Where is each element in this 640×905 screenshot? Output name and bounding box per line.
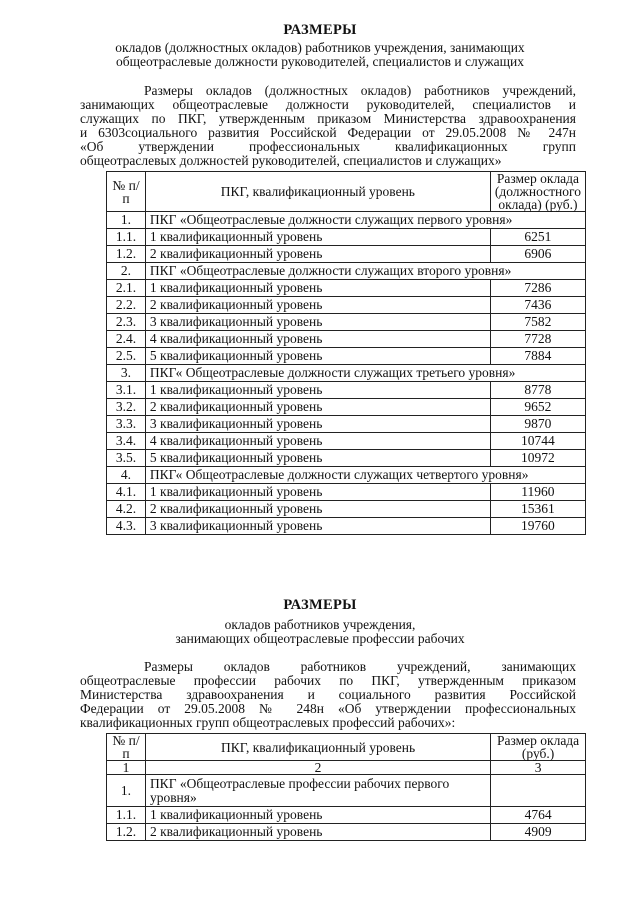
row-number: 2.4. [107, 331, 146, 348]
section1-intro-line: занимающих общеотраслевые должности руководителей, специалистов и [80, 97, 576, 112]
salary-table-2 [106, 733, 586, 841]
header-salary: Размер оклада (руб.) [491, 734, 586, 761]
row-number: 3.1. [107, 382, 146, 399]
row-number: 3. [107, 365, 146, 382]
row-number: 4. [107, 467, 146, 484]
section2-intro-line: Министерства здравоохранения и социального развития Российской [80, 687, 576, 702]
row-number: 4.3. [107, 518, 146, 535]
section1-intro-line: служащих по ПКГ, утвержденным приказом Министерства здравоохранения [80, 111, 576, 126]
group-name: ПКГ« Общеотраслевые должности служащих четвертого уровня» [145, 467, 585, 484]
section1-intro-line: общеотраслевых должностей руководителей, специалистов и служащих» [80, 153, 502, 168]
salary-value: 10744 [490, 433, 585, 450]
header-salary: Размер оклада (должностного оклада) (руб.) [490, 172, 585, 212]
level-name: 4 квалификационный уровень [145, 433, 490, 450]
table-row [107, 314, 586, 331]
header-num: № п/п [107, 172, 146, 212]
section2-intro-line: Размеры окладов работников учреждений, занимающих [144, 659, 576, 674]
row-number: 1.2. [107, 824, 146, 841]
level-name: 3 квалификационный уровень [145, 416, 490, 433]
section1-subtitle-line: окладов (должностных окладов) работников учреждения, занимающих [115, 40, 525, 55]
salary-value: 10972 [490, 450, 585, 467]
level-name: 1 квалификационный уровень [145, 280, 490, 297]
salary-value: 4909 [491, 824, 586, 841]
salary-value: 9652 [490, 399, 585, 416]
table-group-row [107, 212, 586, 229]
group-name: ПКГ« Общеотраслевые должности служащих третьего уровня» [145, 365, 585, 382]
header-pkg: ПКГ, квалификационный уровень [145, 172, 490, 212]
section2-intro-line: Федерации от 29.05.2008 № 248н «Об утверждении профессиональных [80, 701, 576, 716]
salary-value [491, 775, 586, 807]
table-group-row [107, 467, 586, 484]
section1-subtitle [90, 41, 550, 69]
row-number: 4.2. [107, 501, 146, 518]
group-name: ПКГ «Общеотраслевые профессии рабочих первого уровня» [145, 775, 490, 807]
table-row [107, 824, 586, 841]
level-name: 2 квалификационный уровень [145, 246, 490, 263]
section2-intro-line: квалификационных групп общеотраслевых профессий рабочих»: [80, 715, 456, 730]
table-row [107, 382, 586, 399]
table-row [107, 331, 586, 348]
section1-intro-line: и 6303социального развития Российской Федерации от 29.05.2008 № 247н [80, 125, 576, 140]
level-name: 2 квалификационный уровень [145, 297, 490, 314]
row-number: 3.5. [107, 450, 146, 467]
level-name: 2 квалификационный уровень [145, 824, 490, 841]
level-name: 5 квалификационный уровень [145, 450, 490, 467]
salary-value: 7286 [490, 280, 585, 297]
section1-intro [80, 84, 576, 168]
section1-title: РАЗМЕРЫ [283, 22, 357, 38]
table-row [107, 433, 586, 450]
salary-value: 7582 [490, 314, 585, 331]
table-row [107, 399, 586, 416]
table-row [107, 416, 586, 433]
salary-value: 7436 [490, 297, 585, 314]
level-name: 2 квалификационный уровень [145, 399, 490, 416]
row-number: 1. [107, 212, 146, 229]
row-number: 3.3. [107, 416, 146, 433]
column-number: 2 [145, 761, 490, 775]
table-row [107, 280, 586, 297]
salary-value: 9870 [490, 416, 585, 433]
level-name: 1 квалификационный уровень [145, 807, 490, 824]
table-row [107, 450, 586, 467]
section1-subtitle-line: общеотраслевые должности руководителей, специалистов и служащих [115, 54, 525, 69]
group-name: ПКГ «Общеотраслевые должности служащих первого уровня» [145, 212, 585, 229]
table-header-row [107, 172, 586, 212]
group-name: ПКГ «Общеотраслевые должности служащих второго уровня» [145, 263, 585, 280]
table-row [107, 246, 586, 263]
table-row [107, 484, 586, 501]
table-group-row [107, 263, 586, 280]
row-number: 1.1. [107, 229, 146, 246]
table-group-row [107, 775, 586, 807]
header-pkg: ПКГ, квалификационный уровень [145, 734, 490, 761]
column-number: 1 [107, 761, 146, 775]
table-row [107, 501, 586, 518]
section1-intro-line: «Об утверждении профессиональных квалификационных групп [80, 139, 576, 154]
salary-value: 11960 [490, 484, 585, 501]
section2-title: РАЗМЕРЫ [283, 597, 357, 613]
section2-subtitle [90, 618, 550, 646]
section2-subtitle-line: окладов работников учреждения, [224, 617, 416, 632]
section1-intro-line: Размеры окладов (должностных окладов) работников учреждений, [144, 83, 576, 98]
column-number-row [107, 761, 586, 775]
level-name: 1 квалификационный уровень [145, 229, 490, 246]
column-number: 3 [491, 761, 586, 775]
row-number: 4.1. [107, 484, 146, 501]
salary-value: 6906 [490, 246, 585, 263]
table-row [107, 807, 586, 824]
row-number: 2.1. [107, 280, 146, 297]
section2-intro-line: общеотраслевые профессии рабочих по ПКГ, утвержденным приказом [80, 673, 576, 688]
level-name: 1 квалификационный уровень [145, 484, 490, 501]
header-num: № п/п [107, 734, 146, 761]
table-row [107, 348, 586, 365]
salary-table-1 [106, 171, 586, 535]
row-number: 2.2. [107, 297, 146, 314]
table-row [107, 297, 586, 314]
level-name: 3 квалификационный уровень [145, 518, 490, 535]
salary-value: 7728 [490, 331, 585, 348]
row-number: 1.2. [107, 246, 146, 263]
salary-value: 4764 [491, 807, 586, 824]
row-number: 1.1. [107, 807, 146, 824]
table-row [107, 518, 586, 535]
table-header-row [107, 734, 586, 761]
salary-value: 6251 [490, 229, 585, 246]
row-number: 3.2. [107, 399, 146, 416]
row-number: 2. [107, 263, 146, 280]
level-name: 1 квалификационный уровень [145, 382, 490, 399]
level-name: 5 квалификационный уровень [145, 348, 490, 365]
table-row [107, 229, 586, 246]
salary-value: 15361 [490, 501, 585, 518]
level-name: 4 квалификационный уровень [145, 331, 490, 348]
row-number: 2.3. [107, 314, 146, 331]
row-number: 1. [107, 775, 146, 807]
salary-value: 7884 [490, 348, 585, 365]
salary-value: 8778 [490, 382, 585, 399]
level-name: 2 квалификационный уровень [145, 501, 490, 518]
level-name: 3 квалификационный уровень [145, 314, 490, 331]
section2-subtitle-line: занимающих общеотраслевые профессии рабочих [175, 631, 465, 646]
table-group-row [107, 365, 586, 382]
row-number: 3.4. [107, 433, 146, 450]
salary-value: 19760 [490, 518, 585, 535]
row-number: 2.5. [107, 348, 146, 365]
section2-intro [80, 660, 576, 730]
